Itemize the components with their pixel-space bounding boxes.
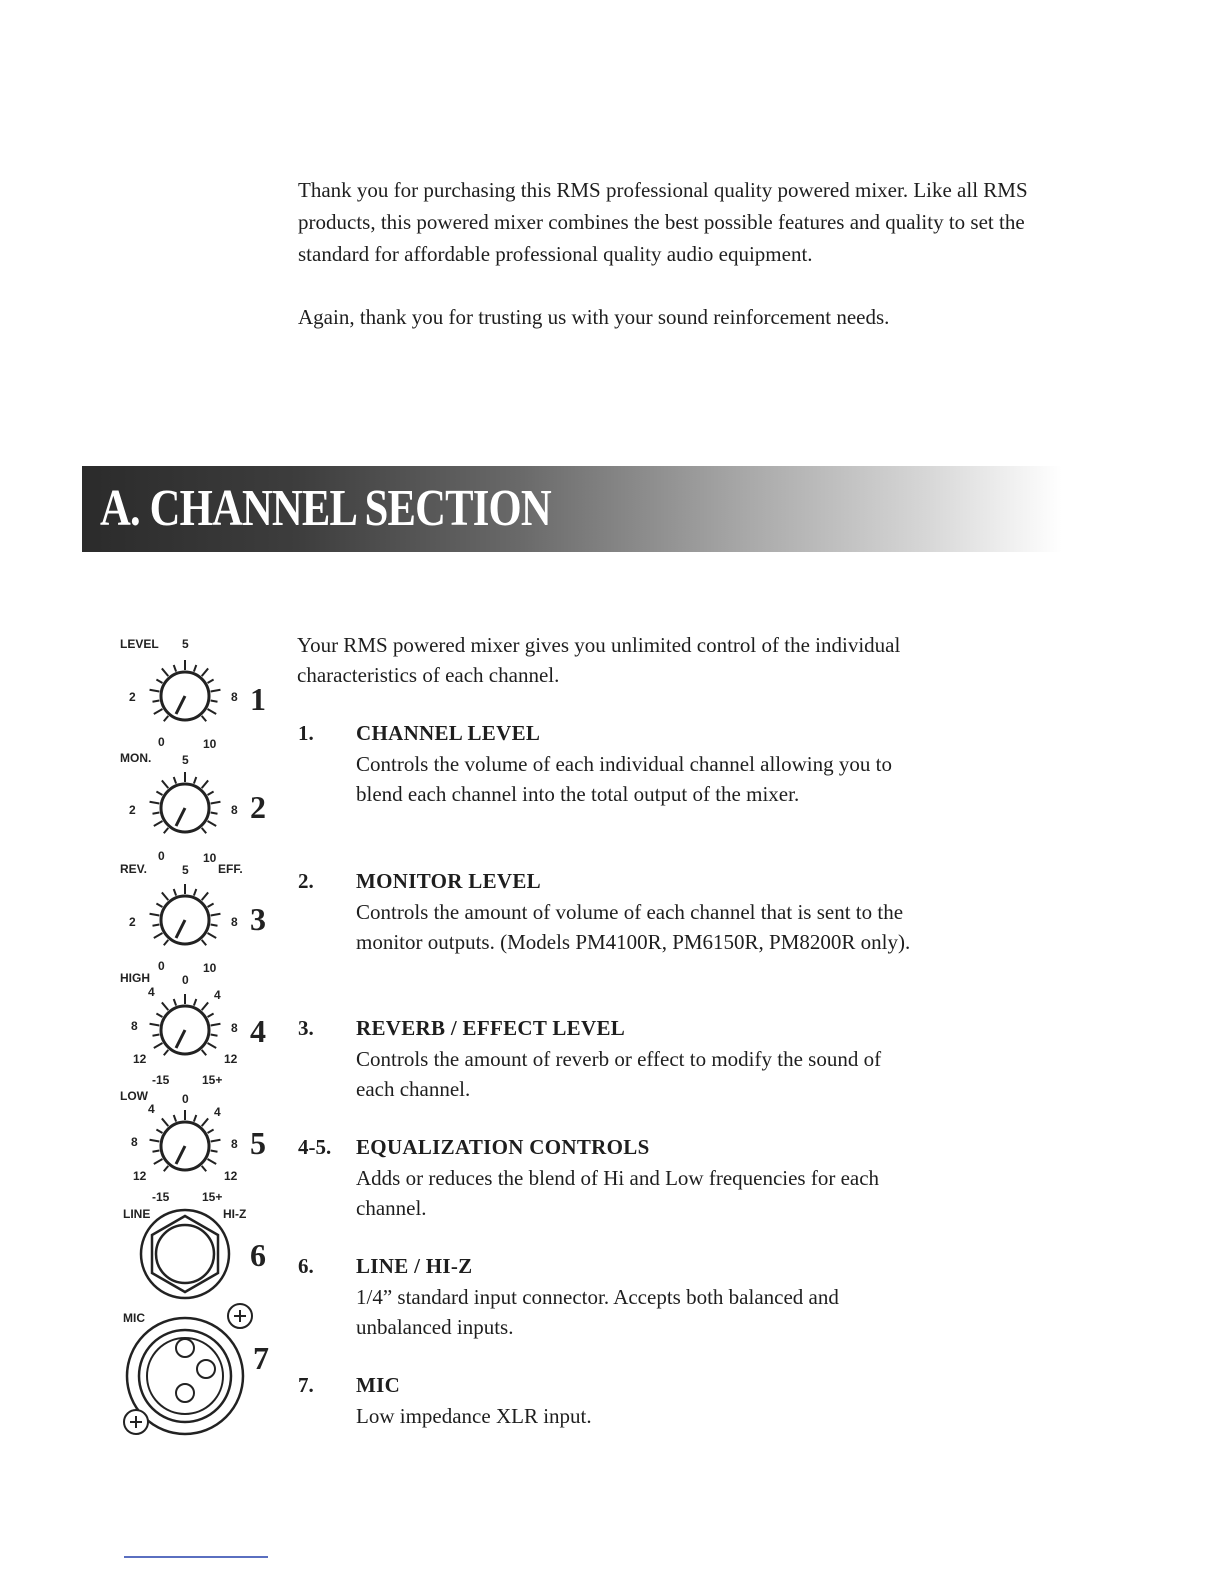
callout-1: 1 [250,681,266,717]
knob1-min: 0 [158,735,165,749]
item-title: LINE / HI-Z [356,1254,473,1278]
callout-5: 5 [250,1125,266,1161]
item-number: 1. [298,721,314,745]
jack-label-right: HI-Z [223,1207,247,1221]
screw-icon-bottom [124,1410,148,1434]
screw-icon-top [228,1304,252,1328]
knob1-left: 2 [129,690,136,704]
xlr-pin-2 [197,1360,215,1378]
knob5-lower-right: 12 [224,1169,238,1183]
knob2-right: 8 [231,803,238,817]
knob3-max: 10 [203,961,217,975]
knob4-label: HIGH [120,971,150,985]
item-title: MONITOR LEVEL [356,869,541,893]
knob2-min: 0 [158,849,165,863]
knob4-upper-left: 4 [148,985,155,999]
knob4-right: 8 [231,1021,238,1035]
knob2-left: 2 [129,803,136,817]
knob4-upper-right: 4 [214,988,221,1002]
high-eq-knob[interactable] [120,971,266,1087]
knob5-label: LOW [120,1089,148,1103]
knob4-left: 8 [131,1019,138,1033]
knob3-min: 0 [158,959,165,973]
intro-paragraph-1: Thank you for purchasing this RMS professional quality powered mixer. Like all RMS products, this powered mixer combines the best possible features and quality to set the standard for affordable professional quality audio equipment. [298,178,1028,266]
knob1-max: 10 [203,737,217,751]
knob4-max: 15+ [202,1073,223,1087]
knob3-label-right: EFF. [218,862,243,876]
callout-2: 2 [250,789,266,825]
item-number: 2. [298,869,314,893]
knob3-right: 8 [231,915,238,929]
knob1-top: 5 [182,637,189,651]
mic-xlr-input[interactable] [123,1304,269,1434]
item-description: Controls the volume of each individual channel allowing you to blend each channel into the total output of the mixer. [356,752,892,806]
intro-paragraph-2: Again, thank you for trusting us with your sound reinforcement needs. [298,305,890,329]
section-lead: Your RMS powered mixer gives you unlimited control of the individual characteristics of each channel. [297,633,901,687]
item-number: 7. [298,1373,314,1397]
knob5-min: -15 [152,1190,170,1204]
xlr-pin-3 [176,1384,194,1402]
section-banner [82,466,1062,552]
knob1-right: 8 [231,690,238,704]
knob2-label: MON. [120,751,152,765]
knob2-max: 10 [203,851,217,865]
section-title: A. CHANNEL SECTION [100,480,551,537]
knob5-lower-left: 12 [133,1169,147,1183]
item-description: Controls the amount of reverb or effect to modify the sound of each channel. [356,1047,882,1101]
knob5-left: 8 [131,1135,138,1149]
knob4-top: 0 [182,973,189,987]
item-number: 3. [298,1016,314,1040]
knob5-top: 0 [182,1092,189,1106]
jack-label-left: LINE [123,1207,151,1221]
callout-3: 3 [250,901,266,937]
knob4-lower-right: 12 [224,1052,238,1066]
item-title: REVERB / EFFECT LEVEL [356,1016,626,1040]
knob5-right: 8 [231,1137,238,1151]
item-title: MIC [356,1373,401,1397]
callout-4: 4 [250,1013,266,1049]
item-description: Adds or reduces the blend of Hi and Low frequencies for each channel. [356,1166,880,1220]
item-title: CHANNEL LEVEL [356,721,541,745]
knob3-label: REV. [120,862,147,876]
knob3-left: 2 [129,915,136,929]
knob3-top: 5 [182,863,189,877]
jack-socket [156,1225,214,1283]
intro [298,174,1038,333]
line-hi-z-jack[interactable] [123,1207,266,1298]
item-number: 4-5. [298,1135,332,1159]
channel-strip-diagram [110,626,282,1446]
callout-6: 6 [250,1237,266,1273]
knob5-max: 15+ [202,1190,223,1204]
xlr-label: MIC [123,1311,145,1325]
footer-rule [124,1556,268,1558]
channel-level-knob[interactable] [120,637,266,751]
item-description: Controls the amount of volume of each channel that is sent to the monitor outputs. (Models PM4100R, PM6150R, PM8200R only). [356,900,911,954]
knob5-upper-left: 4 [148,1102,155,1116]
item-number: 6. [298,1254,314,1278]
knob5-upper-right: 4 [214,1105,221,1119]
knob4-min: -15 [152,1073,170,1087]
callout-7: 7 [253,1340,269,1376]
item-description: 1/4” standard input connector. Accepts both balanced and unbalanced inputs. [356,1285,839,1339]
reverb-effect-knob[interactable] [120,862,266,975]
xlr-pin-1 [176,1339,194,1357]
knob4-lower-left: 12 [133,1052,147,1066]
monitor-level-knob[interactable] [120,751,266,865]
knob2-top: 5 [182,753,189,767]
knob1-label: LEVEL [120,637,159,651]
low-eq-knob[interactable] [120,1089,266,1204]
item-description: Low impedance XLR input. [356,1404,592,1428]
item-title: EQUALIZATION CONTROLS [356,1135,650,1159]
